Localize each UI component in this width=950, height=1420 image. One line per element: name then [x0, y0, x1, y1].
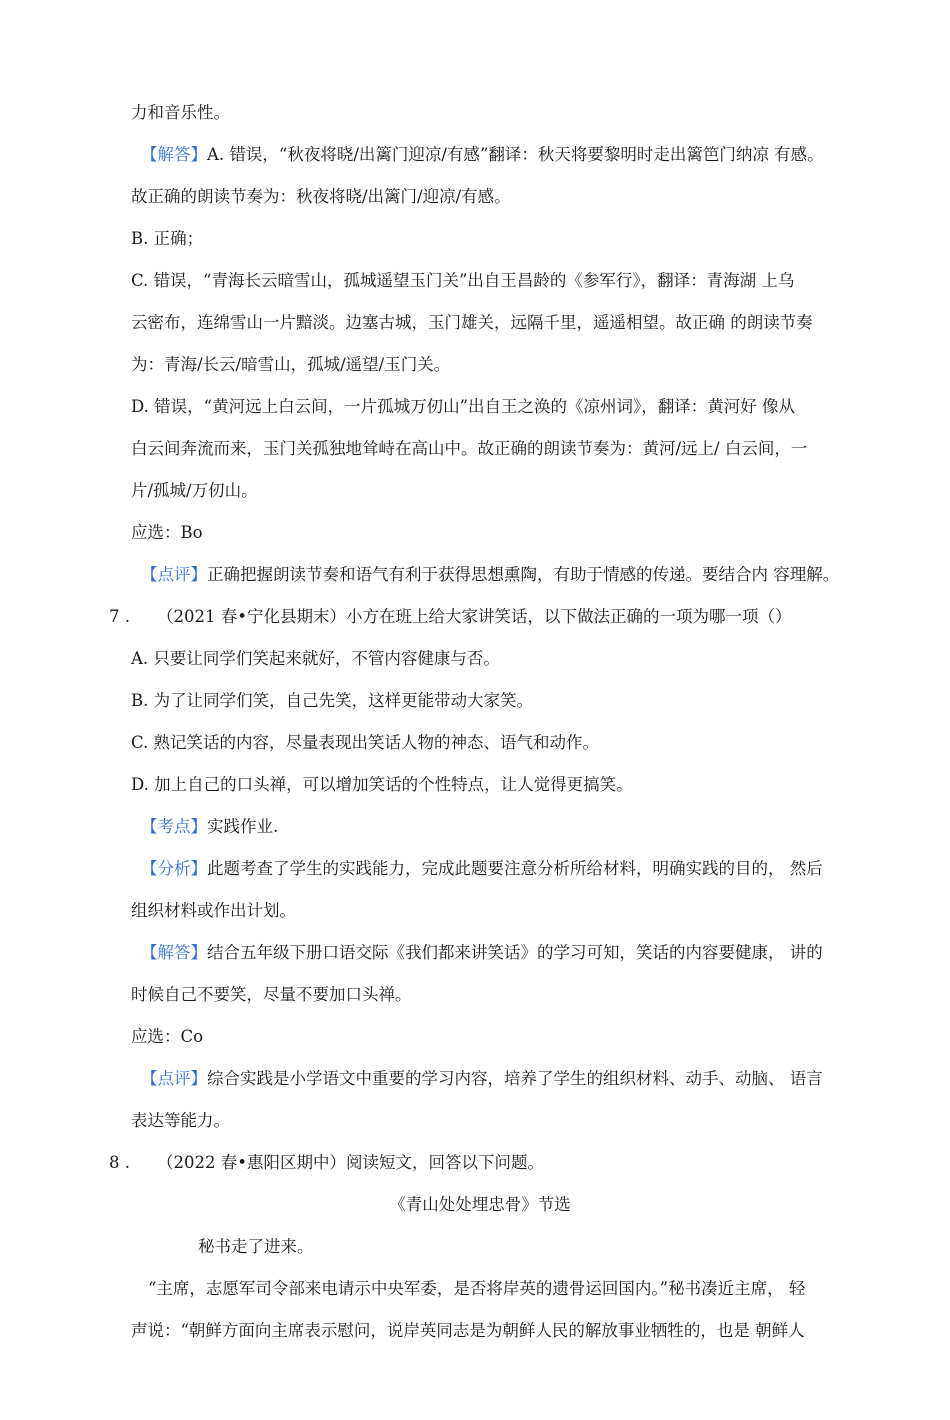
line-text: 实践作业. [207, 817, 279, 836]
line-text: 此题考查了学生的实践能力，完成此题要注意分析所给材料，明确实践的目的， 然后 [207, 859, 823, 878]
analysis-tag: 【分析】 [141, 859, 207, 878]
line-text: “主席，志愿军司令部来电请示中央军委，是否将岸英的遗骨运回国内。”秘书凑近主席， 轻 [148, 1279, 806, 1298]
passage-paragraph [148, 1278, 860, 1300]
text-line [131, 438, 860, 460]
line-text: 组织材料或作出计划。 [131, 901, 296, 920]
analysis-line [141, 858, 860, 880]
line-text: 应选：Co [131, 1027, 204, 1046]
question-number: 7 . [109, 607, 130, 626]
option-b [131, 690, 860, 712]
line-text: 秘书走了进来。 [198, 1237, 314, 1256]
keypoint-tag: 【考点】 [141, 817, 207, 836]
option-d [131, 774, 860, 796]
line-text: B. 正确； [131, 229, 204, 248]
option-c [131, 732, 860, 754]
line-text: 应选：Bo [131, 523, 203, 542]
text-line [131, 480, 860, 502]
line-text: C. 错误，“青海长云暗雪山，孤城遥望玉门关”出自王昌龄的《参军行》，翻译：青海湖 上乌 [131, 271, 795, 290]
answer-line [141, 942, 860, 964]
passage-title [0, 1194, 950, 1216]
answer-tag: 【解答】 [141, 145, 207, 164]
line-text: 力和音乐性。 [131, 103, 230, 122]
line-text: 结合五年级下册口语交际《我们都来讲笑话》的学习可知，笑话的内容要健康， 讲的 [207, 943, 823, 962]
keypoint-line [141, 816, 860, 838]
comment-line [141, 1068, 860, 1090]
line-text: 声说：“朝鲜方面向主席表示慰问，说岸英同志是为朝鲜人民的解放事业牺牲的，也是 朝鲜人 [131, 1321, 805, 1340]
question-text: （2022 春•惠阳区期中）阅读短文，回答以下问题。 [157, 1153, 544, 1172]
line-text: A. 错误，“秋夜将晓/出篱门迎凉/有感”翻译：秋天将要黎明时走出篱笆门纳凉 有感。 [207, 145, 824, 164]
comment-line [141, 564, 860, 586]
text-line [131, 522, 860, 544]
line-text: 表达等能力。 [131, 1111, 230, 1130]
line-text: 为：青海/长云/暗雪山，孤城/遥望/玉门关。 [131, 355, 451, 374]
text-line [131, 312, 860, 334]
question-number: 8 . [109, 1153, 130, 1172]
line-text: D. 错误，“黄河远上白云间，一片孤城万仞山”出自王之涣的《凉州词》，翻译：黄河好 像从 [131, 397, 795, 416]
text-line [131, 270, 860, 292]
option-text: A. 只要让同学们笑起来就好，不管内容健康与否。 [131, 649, 500, 668]
text-line [131, 228, 860, 250]
line-text: 综合实践是小学语文中重要的学习内容，培养了学生的组织材料、动手、动脑、 语言 [207, 1069, 823, 1088]
passage-title-text: 《青山处处埋忠骨》节选 [389, 1195, 571, 1214]
line-text: 片/孤城/万仞山。 [131, 481, 258, 500]
text-line [131, 900, 860, 922]
passage-paragraph [198, 1236, 860, 1258]
answer-line [141, 144, 860, 166]
text-line [131, 1026, 860, 1048]
text-line [131, 186, 860, 208]
line-text: 故正确的朗读节奏为：秋夜将晓/出篱门/迎凉/有感。 [131, 187, 511, 206]
option-a [131, 648, 860, 670]
option-text: D. 加上自己的口头禅，可以增加笑话的个性特点，让人觉得更搞笑。 [131, 775, 633, 794]
option-text: C. 熟记笑话的内容，尽量表现出笑话人物的神态、语气和动作。 [131, 733, 600, 752]
comment-tag: 【点评】 [141, 1069, 207, 1088]
comment-tag: 【点评】 [141, 565, 207, 584]
line-text: 白云间奔流而来，玉门关孤独地耸峙在高山中。故正确的朗读节奏为：黄河/远上/ 白云间，一 [131, 439, 808, 458]
text-line [131, 1110, 860, 1132]
text-line [131, 1320, 860, 1342]
text-line [131, 102, 860, 124]
line-text: 时候自己不要笑，尽量不要加口头禅。 [131, 985, 412, 1004]
text-line [131, 354, 860, 376]
question-text: （2021 春•宁化县期末）小方在班上给大家讲笑话，以下做法正确的一项为哪一项（） [157, 607, 792, 626]
option-text: B. 为了让同学们笑，自己先笑，这样更能带动大家笑。 [131, 691, 534, 710]
answer-tag: 【解答】 [141, 943, 207, 962]
text-line [131, 984, 860, 1006]
text-line [131, 396, 860, 418]
line-text: 云密布，连绵雪山一片黯淡。边塞古城，玉门雄关，远隔千里，遥遥相望。故正确 的朗读节奏 [131, 313, 813, 332]
line-text: 正确把握朗读节奏和语气有利于获得思想熏陶，有助于情感的传递。要结合内 容理解。 [207, 565, 840, 584]
